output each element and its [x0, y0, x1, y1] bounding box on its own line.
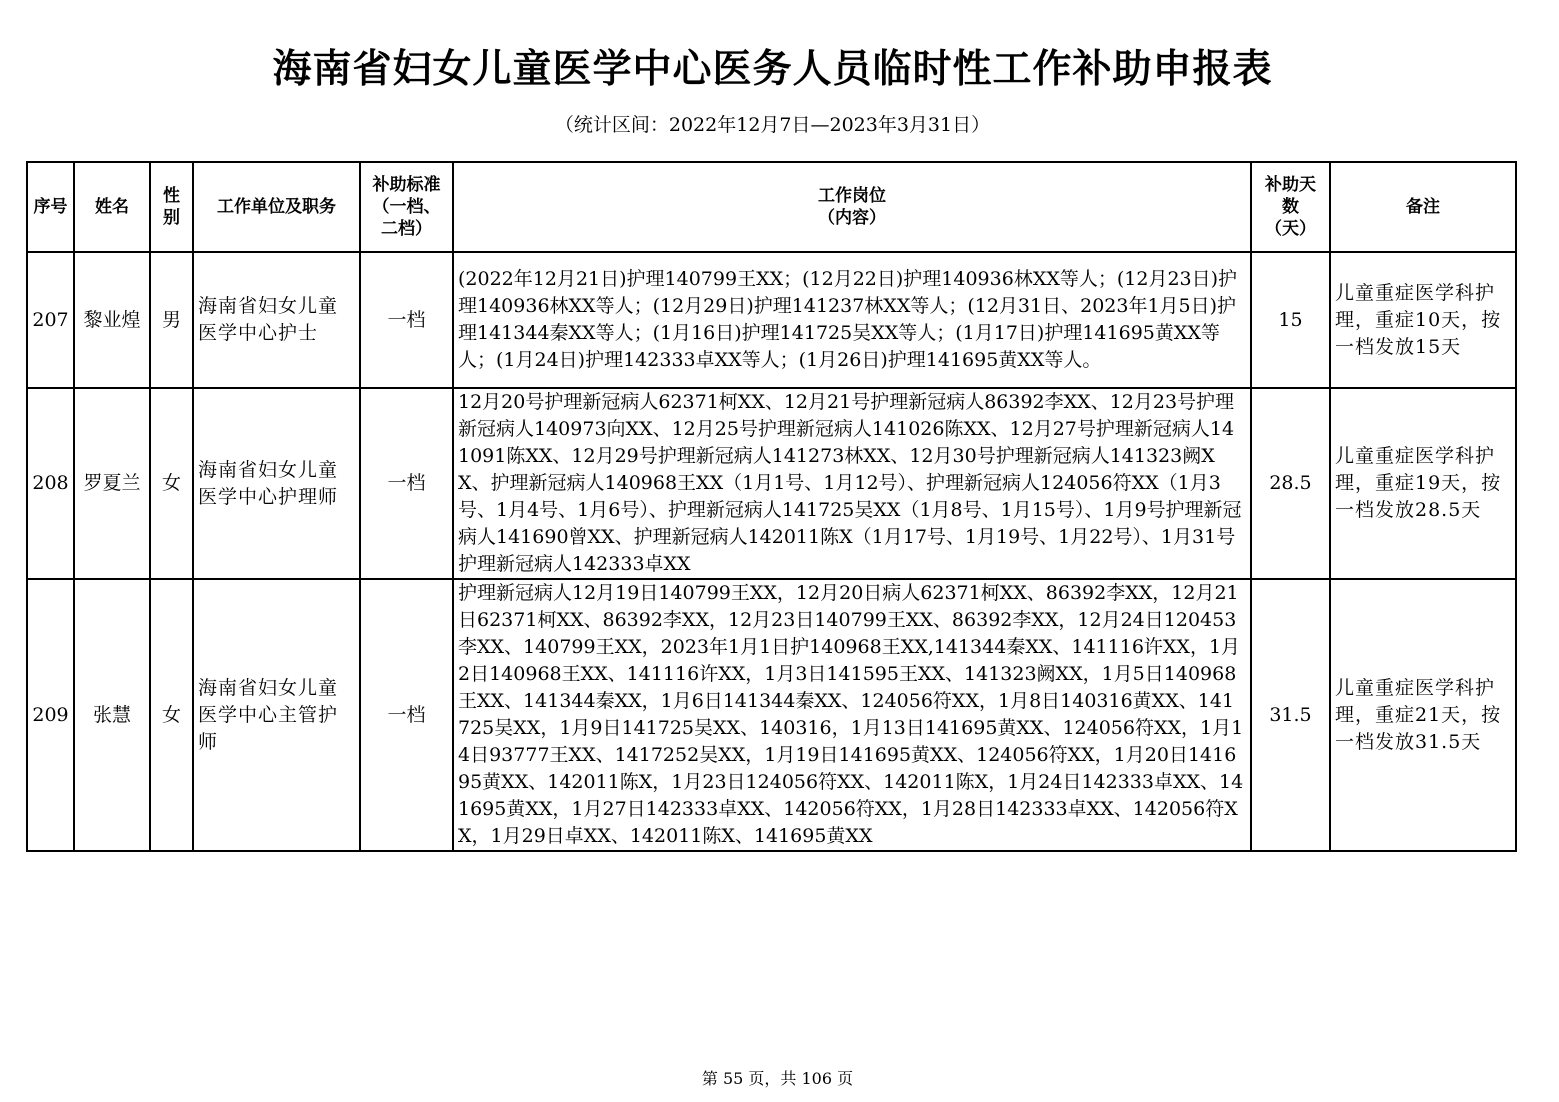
cell-standard: 一档 [360, 252, 453, 388]
table-header-row [27, 162, 1516, 252]
header-days: 补助天 数 （天） [1251, 162, 1330, 252]
header-standard: 补助标准 （一档、 二档） [360, 162, 453, 252]
cell-seq: 208 [27, 388, 74, 579]
cell-unit: 海南省妇女儿童医学中心护士 [193, 252, 360, 388]
header-gender: 性别 [150, 162, 193, 252]
page-footer: 第 55 页，共 106 页 [701, 1069, 854, 1088]
cell-name: 黎业煌 [74, 252, 150, 388]
cell-seq: 209 [27, 579, 74, 851]
table-row [27, 388, 1516, 579]
cell-days: 15 [1251, 252, 1330, 388]
header-post: 工作岗位 （内容） [453, 162, 1251, 252]
cell-note: 儿童重症医学科护理，重症10天，按一档发放15天 [1330, 252, 1516, 388]
header-seq: 序号 [27, 162, 74, 252]
cell-post: 12月20号护理新冠病人62371柯XX、12月21号护理新冠病人86392李XX、12月23号护理新冠病人140973向XX、12月25号护理新冠病人141026陈XX、12月27号护理新冠病人141091陈XX、12月29号护理新冠病人141273林XX、12月30号护理新冠病人141323阙XX、护理新冠病人140968王XX（1月1号、1月12号）、护理新冠病人124056符XX（1月3号、1月4号、1月6号）、护理新冠病人141725吴XX（1月8号、1月15号）、1月9号护理新冠病人141690曾XX、护理新冠病人142011陈X（1月17号、1月19号、1月22号）、1月31号护理新冠病人142333卓XX [453, 388, 1251, 579]
cell-post: 护理新冠病人12月19日140799王XX，12月20日病人62371柯XX、86392李XX，12月21日62371柯XX、86392李XX，12月23日140799王XX、86392李XX，12月24日120453李XX、140799王XX，2023年1月1日护140968王XX,141344秦XX、141116许XX，1月2日140968王XX、141116许XX，1月3日141595王XX、141323阙XX，1月5日140968王XX、141344秦XX，1月6日141344秦XX、124056符XX，1月8日140316黄XX、141725吴XX，1月9日141725吴XX、140316，1月13日141695黄XX、124056符XX，1月14日93777王XX、1417252吴XX，1月19日141695黄XX、124056符XX，1月20日141695黄XX、142011陈X，1月23日124056符XX、142011陈X，1月24日142333卓XX、141695黄XX，1月27日142333卓XX、142056符XX，1月28日142333卓XX、142056符XX，1月29日卓XX、142011陈X、141695黄XX [453, 579, 1251, 851]
page-title: 海南省妇女儿童医学中心医务人员临时性工作补助申报表 [272, 47, 1273, 92]
cell-seq: 207 [27, 252, 74, 388]
page-subtitle: （统计区间：2022年12月7日—2023年3月31日） [554, 114, 991, 136]
header-note: 备注 [1330, 162, 1516, 252]
cell-standard: 一档 [360, 579, 453, 851]
cell-gender: 男 [150, 252, 193, 388]
cell-note: 儿童重症医学科护理，重症19天，按一档发放28.5天 [1330, 388, 1516, 579]
cell-days: 28.5 [1251, 388, 1330, 579]
cell-gender: 女 [150, 579, 193, 851]
cell-post: (2022年12月21日)护理140799王XX；(12月22日)护理140936林XX等人；(12月23日)护理140936林XX等人；(12月29日)护理141237林XX等人；(12月31日、2023年1月5日)护理141344秦XX等人；(1月16日)护理141725吴XX等人；(1月17日)护理141695黄XX等人；(1月24日)护理142333卓XX等人；(1月26日)护理141695黄XX等人。 [453, 252, 1251, 388]
cell-name: 罗夏兰 [74, 388, 150, 579]
cell-gender: 女 [150, 388, 193, 579]
cell-unit: 海南省妇女儿童医学中心护理师 [193, 388, 360, 579]
cell-unit: 海南省妇女儿童医学中心主管护师 [193, 579, 360, 851]
header-name: 姓名 [74, 162, 150, 252]
subsidy-table [26, 161, 1517, 852]
cell-note: 儿童重症医学科护理，重症21天，按一档发放31.5天 [1330, 579, 1516, 851]
table-row [27, 252, 1516, 388]
cell-days: 31.5 [1251, 579, 1330, 851]
cell-name: 张慧 [74, 579, 150, 851]
header-unit: 工作单位及职务 [193, 162, 360, 252]
cell-standard: 一档 [360, 388, 453, 579]
table-row [27, 579, 1516, 851]
